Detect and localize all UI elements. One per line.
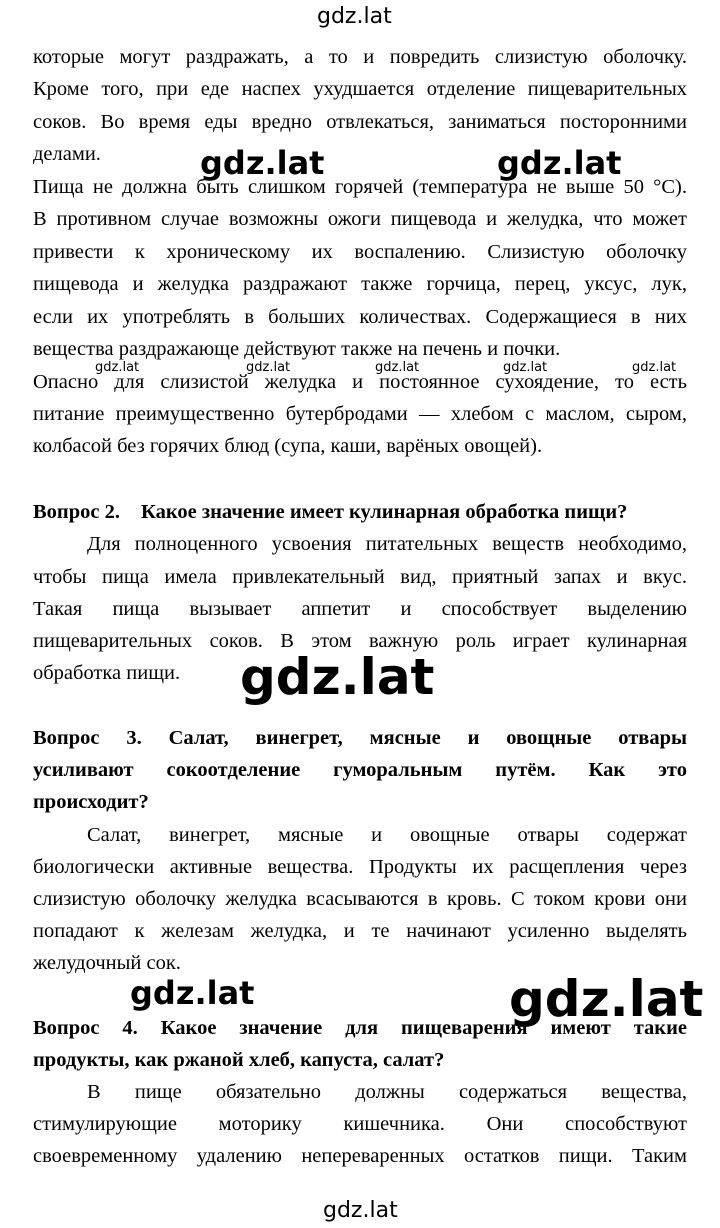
question-2-answer-line-5: обработка пищи. bbox=[33, 662, 181, 684]
watermark: gdz.lat bbox=[375, 360, 420, 375]
question-4-answer-line-3: своевременному удалению непереваренных остатков пищи. Таким bbox=[33, 1145, 687, 1167]
watermark: gdz.lat bbox=[503, 360, 548, 375]
watermark: gdz.lat bbox=[130, 974, 255, 1012]
paragraph-2-line-5: если их употреблять в больших количествах. Содержащиеся в них bbox=[33, 306, 687, 328]
watermark-bottom: gdz.lat bbox=[323, 1198, 398, 1223]
question-4-heading-line-2: продукты, как ржаной хлеб, капуста, салат? bbox=[33, 1049, 445, 1071]
paragraph-1-line-2: Кроме того, при еде наспех ухудшается отделение пищеварительных bbox=[33, 78, 687, 100]
paragraph-2-line-3: привести к хроническому их воспалению. Слизистую оболочку bbox=[33, 241, 687, 263]
watermark: gdz.lat bbox=[200, 144, 325, 182]
paragraph-3-line-3: колбасой без горячих блюд (супа, каши, варёных овощей). bbox=[33, 435, 543, 457]
question-2-label: Вопрос 2. bbox=[33, 501, 120, 523]
question-2-text: Какое значение имеет кулинарная обработка пищи? bbox=[141, 501, 628, 523]
paragraph-2-line-6: вещества раздражающе действуют также на печень и почки. bbox=[33, 338, 561, 360]
watermark: gdz.lat bbox=[240, 648, 435, 706]
paragraph-1-line-3: соков. Во время еды вредно отвлекаться, заниматься посторонними bbox=[33, 111, 687, 133]
paragraph-3-line-2: питание преимущественно бутербродами — хлебом с маслом, сыром, bbox=[33, 403, 687, 425]
question-4-text: Какое значение для пищеварения имеют такие bbox=[160, 1017, 687, 1039]
paragraph-2-line-2: В противном случае возможны ожоги пищевода и желудка, что может bbox=[33, 208, 687, 230]
question-3-label: Вопрос 3. bbox=[33, 727, 142, 749]
watermark: gdz.lat bbox=[95, 360, 140, 375]
paragraph-2-line-4: пищевода и желудка раздражают также горчица, перец, уксус, лук, bbox=[33, 273, 687, 295]
question-4-answer-line-2: стимулирующие моторику кишечника. Они способствуют bbox=[33, 1113, 687, 1135]
question-3-answer-line-4: попадают к железам желудка, и те начинают усиленно выделять bbox=[33, 920, 687, 942]
watermark-top: gdz.lat bbox=[317, 4, 392, 29]
question-4-heading-line-1 bbox=[33, 1018, 687, 1039]
paragraph-1-line-4: делами. bbox=[33, 143, 101, 165]
watermark: gdz.lat bbox=[497, 144, 622, 182]
paragraph-1-line-1: которые могут раздражать, а то и повредить слизистую оболочку. bbox=[33, 46, 687, 68]
question-3-heading-line-2: усиливают сокоотделение гуморальным путём. Как это bbox=[33, 759, 687, 781]
paragraph-2-line-1: Пища не должна быть слишком горячей (температура не выше 50 °С). bbox=[33, 176, 687, 198]
question-3-answer-line-1: Салат, винегрет, мясные и овощные отвары содержат bbox=[87, 824, 687, 846]
question-4-answer-line-1: В пище обязательно должны содержаться вещества, bbox=[87, 1081, 687, 1103]
question-3-answer-line-2: биологически активные вещества. Продукты их расщепления через bbox=[33, 856, 687, 878]
question-3-heading-line-3: происходит? bbox=[33, 791, 149, 813]
question-3-answer-line-3: слизистую оболочку желудка всасываются в кровь. С током крови они bbox=[33, 888, 687, 910]
question-3-answer-line-5: желудочный сок. bbox=[33, 952, 181, 974]
question-3-heading-line-1 bbox=[33, 728, 687, 749]
question-2-answer-line-2: чтобы пища имела привлекательный вид, приятный запах и вкус. bbox=[33, 566, 687, 588]
question-2-answer-line-3: Такая пища вызывает аппетит и способствует выделению bbox=[33, 598, 687, 620]
question-2-answer-line-1: Для полноценного усвоения питательных веществ необходимо, bbox=[87, 533, 687, 555]
watermark: gdz.lat bbox=[509, 970, 704, 1028]
question-2-heading bbox=[33, 502, 687, 523]
paragraph-3-line-1: Опасно для слизистой желудка и постоянное сухоядение, то есть bbox=[33, 371, 687, 393]
question-2-answer-line-4: пищеварительных соков. В этом важную роль играет кулинарная bbox=[33, 630, 687, 652]
watermark: gdz.lat bbox=[632, 360, 677, 375]
question-3-text: Салат, винегрет, мясные и овощные отвары bbox=[168, 727, 687, 749]
watermark: gdz.lat bbox=[246, 360, 291, 375]
question-4-label: Вопрос 4. bbox=[33, 1017, 138, 1039]
